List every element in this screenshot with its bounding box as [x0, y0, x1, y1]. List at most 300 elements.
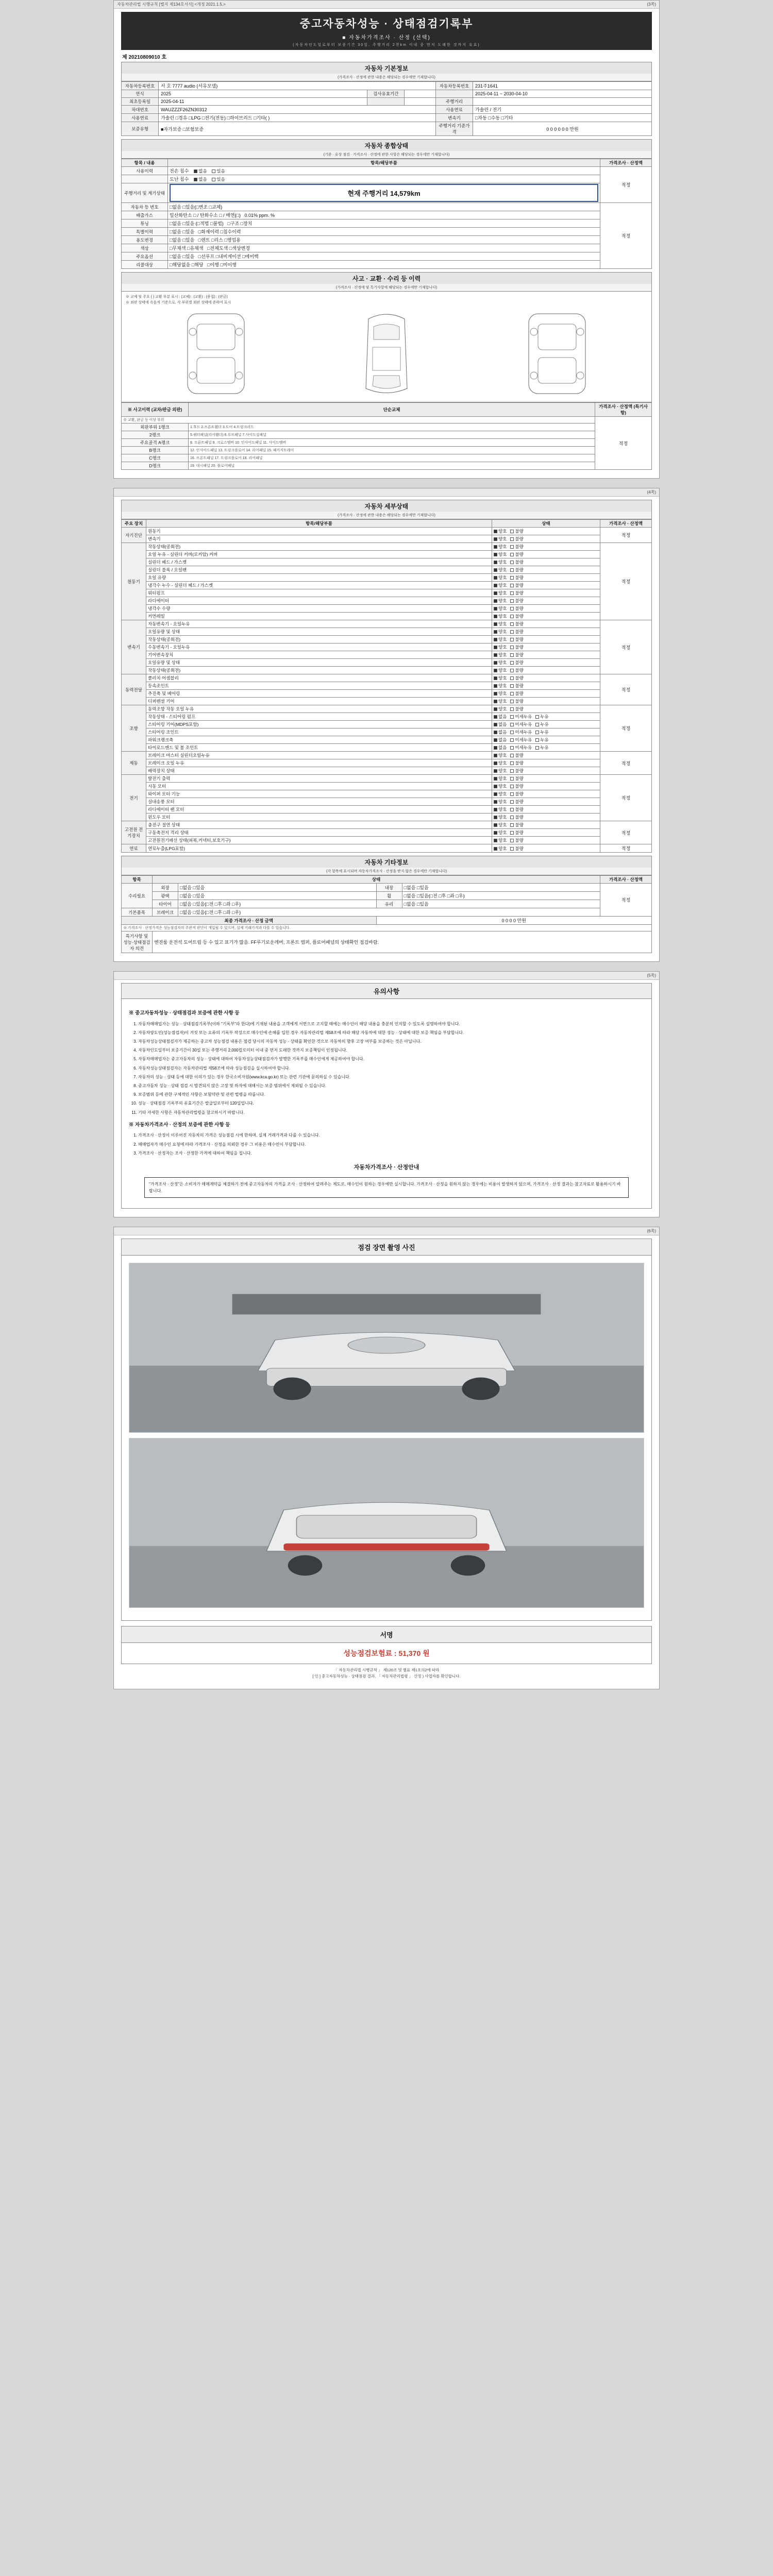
checkbox-option[interactable]: 양호: [494, 528, 507, 534]
checkbox-option[interactable]: 없음: [494, 737, 507, 743]
checkbox-icon[interactable]: [494, 615, 497, 618]
checkbox-icon[interactable]: [510, 630, 514, 634]
detail-price-cell: 적정: [600, 705, 652, 752]
row-label: 연식: [122, 90, 159, 98]
row-value-2: □자동 □수동 □기타: [473, 114, 652, 122]
checkbox-option[interactable]: 불량: [510, 659, 523, 666]
row-item: □없음 □있음: [170, 238, 195, 243]
detail-part-name: 브레이크 마스터 실린더오일누유: [146, 752, 492, 759]
checkbox-option[interactable]: 없음: [494, 714, 507, 720]
checkbox-option[interactable]: 불량: [510, 752, 523, 758]
checkbox-icon[interactable]: [510, 545, 514, 549]
checkbox-icon[interactable]: [510, 847, 514, 851]
checkbox-option[interactable]: 불량: [510, 574, 523, 581]
checkbox-icon[interactable]: [494, 653, 497, 657]
checkbox-icon[interactable]: [510, 754, 514, 757]
part-rank-label: [122, 439, 189, 447]
list-item: 8. 중고자동차 성능 · 상태 점검 시 발견되지 않은 고장 및 하자에 대해서는 보증 범위에서 제외될 수 있습니다.: [138, 1082, 644, 1089]
detail-state-cell: [492, 752, 600, 759]
photo-section-title: 점검 장면 촬영 사진: [121, 1239, 652, 1256]
checkbox-option[interactable]: 불량: [510, 783, 523, 789]
checkbox-icon[interactable]: [535, 723, 539, 726]
checkbox-option[interactable]: 없음: [194, 176, 207, 182]
checkbox-option[interactable]: 없음: [494, 744, 507, 751]
checkbox-option[interactable]: 미세누유: [510, 737, 532, 743]
checkbox-icon[interactable]: [510, 646, 514, 649]
etc-options-2: □없음 □있음: [402, 884, 600, 892]
checkbox-option[interactable]: 누유: [535, 737, 548, 743]
checkbox-icon[interactable]: [510, 607, 514, 611]
table-row: [122, 423, 652, 431]
detail-part-name: 시동 모터: [146, 783, 492, 790]
etc-item: 타이어: [153, 900, 178, 908]
checkbox-icon[interactable]: [494, 723, 497, 726]
checkbox-icon[interactable]: [494, 669, 497, 672]
checkbox-option[interactable]: 누유: [535, 729, 548, 735]
page-title: 중고자동차성능 · 상태점검기록부: [299, 18, 474, 30]
table-row: [122, 431, 652, 439]
checkbox-icon[interactable]: [510, 792, 514, 796]
guide-title: 자동차가격조사 · 산정안내: [354, 1164, 419, 1171]
checkbox-icon[interactable]: [494, 792, 497, 796]
checkbox-icon[interactable]: [510, 738, 514, 742]
row-item: 일산화탄소 □ / 탄화수소 □ / 매연(□): [170, 213, 241, 218]
checkbox-option[interactable]: 양호: [494, 799, 507, 805]
detail-state-cell: [492, 551, 600, 558]
checkbox-icon[interactable]: [535, 746, 539, 750]
checkbox-option[interactable]: 양호: [494, 574, 507, 581]
checkbox-icon[interactable]: [510, 823, 514, 827]
checkbox-option[interactable]: 양호: [494, 814, 507, 820]
table-row: [122, 659, 652, 667]
checkbox-option[interactable]: 양호: [494, 837, 507, 843]
table-row: [122, 690, 652, 698]
checkbox-option[interactable]: 불량: [510, 791, 523, 797]
row-label: 용도변경: [122, 236, 168, 244]
detail-part-name: 라디에이터: [146, 597, 492, 605]
checkbox-option[interactable]: 양호: [494, 652, 507, 658]
table-row: [122, 454, 652, 462]
checkbox-icon[interactable]: [494, 646, 497, 649]
etc-item: 광택: [153, 892, 178, 900]
checkbox-icon[interactable]: [494, 561, 497, 564]
list-item: 2. 매매업자가 매수인 요청에 따라 가격조사 · 산정을 의뢰한 경우 그 비용은 매수인이 부담합니다.: [138, 1141, 644, 1148]
detail-part-name: 냉각수 누수 - 실린더 헤드 / 가스켓: [146, 582, 492, 589]
checkbox-option[interactable]: 양호: [494, 690, 507, 697]
detail-table-body: [122, 528, 652, 853]
detail-category: 조향: [122, 705, 146, 752]
checkbox-option[interactable]: 있음: [212, 176, 225, 182]
detail-state-cell: [492, 728, 600, 736]
checkbox-option[interactable]: 불량: [510, 567, 523, 573]
checkbox-option[interactable]: 불량: [510, 775, 523, 782]
checkbox-option[interactable]: 불량: [510, 621, 523, 627]
table-row: [122, 783, 652, 790]
checkbox-icon[interactable]: [494, 568, 497, 572]
table-row: [122, 798, 652, 806]
detail-part-name: 실린더 헤드 / 가스켓: [146, 558, 492, 566]
table-row: [122, 528, 652, 535]
row-values: □전체도색 □색상변경: [207, 246, 250, 251]
checkbox-option[interactable]: 미세누유: [510, 729, 532, 735]
part-rank: 1랭크: [158, 425, 170, 430]
checkbox-option[interactable]: 양호: [494, 559, 507, 565]
list-item: 4. 자동차인도일부터 보증기간이 30일 또는 주행거리 2,000킬로미터 이내 중 먼저 도래한 것까지 보증책임이 인정됩니다.: [138, 1047, 644, 1054]
detail-part-name: 추진축 및 베어링: [146, 690, 492, 698]
checkbox-icon[interactable]: [510, 692, 514, 696]
checkbox-option[interactable]: 양호: [494, 613, 507, 619]
detail-part-name: 오일 유량: [146, 574, 492, 582]
checkbox-option[interactable]: 양호: [494, 536, 507, 542]
detail-category: 자기진단: [122, 528, 146, 543]
checkbox-icon[interactable]: [510, 537, 514, 541]
checkbox-icon[interactable]: [510, 746, 514, 750]
checkbox-icon[interactable]: [494, 576, 497, 580]
checkbox-icon[interactable]: [494, 607, 497, 611]
checkbox-icon[interactable]: [494, 823, 497, 827]
detail-category: 고전원 전기장치: [122, 821, 146, 844]
checkbox-icon[interactable]: [494, 746, 497, 750]
checkbox-icon[interactable]: [510, 800, 514, 804]
checkbox-option[interactable]: 불량: [510, 582, 523, 588]
row-values: □구조 □장치: [227, 221, 253, 226]
checkbox-icon[interactable]: [494, 684, 497, 688]
checkbox-icon[interactable]: [494, 676, 497, 680]
checkbox-option[interactable]: 불량: [510, 768, 523, 774]
checkbox-icon[interactable]: [494, 777, 497, 781]
checkbox-option[interactable]: 양호: [494, 775, 507, 782]
checkbox-option[interactable]: 불량: [510, 613, 523, 619]
checkbox-option[interactable]: 불량: [510, 590, 523, 596]
checkbox-option[interactable]: 불량: [510, 683, 523, 689]
section-detail-note: (가격조사 · 산정에 관한 내용은 해당되는 경우에만 기재합니다): [121, 512, 652, 519]
detail-state-cell: [492, 574, 600, 582]
checkbox-icon[interactable]: [510, 777, 514, 781]
checkbox-option[interactable]: 양호: [494, 706, 507, 712]
checkbox-option[interactable]: 양호: [494, 845, 507, 852]
checkbox-icon[interactable]: [510, 816, 514, 819]
checkbox-icon[interactable]: [510, 561, 514, 564]
checkbox-option[interactable]: 불량: [510, 551, 523, 557]
detail-price-cell: 적정: [600, 528, 652, 543]
row-label-mid: [367, 98, 405, 106]
checkbox-icon[interactable]: [510, 684, 514, 688]
checkbox-option[interactable]: 불량: [510, 698, 523, 704]
col-head-etc: 항목: [122, 876, 153, 884]
checkbox-icon[interactable]: [494, 738, 497, 742]
checkbox-option[interactable]: 양호: [494, 621, 507, 627]
checkbox-option[interactable]: 누유: [535, 721, 548, 727]
detail-category: 연료: [122, 844, 146, 853]
detail-part-name: 워터펌프: [146, 589, 492, 597]
checkbox-icon[interactable]: [510, 676, 514, 680]
checkbox-option[interactable]: 불량: [510, 822, 523, 828]
checkbox-option[interactable]: 양호: [494, 675, 507, 681]
checkbox-icon[interactable]: [510, 553, 514, 556]
row-content: [168, 183, 600, 203]
row-value: WAUZZZF26ZN30312: [159, 106, 436, 114]
checkbox-icon[interactable]: [510, 831, 514, 835]
checkbox-icon[interactable]: [510, 769, 514, 773]
checkbox-icon[interactable]: [494, 591, 497, 595]
checkbox-option[interactable]: 불량: [510, 690, 523, 697]
detail-state-cell: [492, 759, 600, 767]
checkbox-option[interactable]: 불량: [510, 605, 523, 612]
checkbox-option[interactable]: 불량: [510, 644, 523, 650]
row-label-2: [436, 90, 473, 98]
checkbox-icon[interactable]: [510, 584, 514, 587]
row-label-2: 변속기: [436, 114, 473, 122]
table-row: [122, 98, 652, 106]
section-etc-title: 자동차 기타정보: [121, 856, 652, 868]
checkbox-icon[interactable]: [510, 661, 514, 665]
checkbox-icon[interactable]: [494, 553, 497, 556]
row-content: [168, 261, 600, 269]
row-item: □없음 □있음: [170, 229, 195, 234]
checkbox-option[interactable]: 양호: [494, 829, 507, 836]
checkbox-icon[interactable]: [494, 630, 497, 634]
checkbox-icon[interactable]: [510, 731, 514, 734]
checkbox-option[interactable]: 불량: [510, 559, 523, 565]
page-1-topbar: [114, 1, 659, 9]
checkbox-option[interactable]: 불량: [510, 806, 523, 812]
checkbox-icon[interactable]: [494, 816, 497, 819]
legend-line-2: ※ 외판 상태에 속음적 기준으로, 각 부위별 외판 상태에 준하여 표시: [126, 300, 231, 304]
checkbox-option[interactable]: 양호: [494, 683, 507, 689]
checkbox-option[interactable]: 양호: [494, 783, 507, 789]
table-row: [122, 574, 652, 582]
checkbox-icon[interactable]: [494, 537, 497, 541]
row-label: 색상: [122, 244, 168, 252]
list-item: 9. 보증범위 등에 관한 구체적인 사항은 보험약관 및 관련 법령을 따릅니다.: [138, 1091, 644, 1098]
detail-state-cell: [492, 558, 600, 566]
checkbox-option[interactable]: 불량: [510, 760, 523, 766]
checkbox-option[interactable]: 불량: [510, 636, 523, 642]
checkbox-option[interactable]: 불량: [510, 629, 523, 635]
etc-options: □없음 □있음(□전 □후 □좌 □우): [178, 908, 600, 917]
detail-category: 변속기: [122, 620, 146, 674]
checkbox-option[interactable]: 불량: [510, 667, 523, 673]
checkbox-icon[interactable]: [494, 754, 497, 757]
checkbox-icon[interactable]: [494, 808, 497, 811]
row-value: 가솔린 □경유 □LPG □전기(전동) □하이브리드 □기타( ): [159, 114, 436, 122]
table-row: [122, 597, 652, 605]
checkbox-option[interactable]: 양호: [494, 752, 507, 758]
page-2-topbar: [114, 488, 659, 497]
checkbox-option[interactable]: 양호: [494, 629, 507, 635]
checkbox-icon[interactable]: [510, 568, 514, 572]
price-cell: 적정: [600, 167, 652, 203]
table-row: [122, 790, 652, 798]
checkbox-icon[interactable]: [494, 707, 497, 711]
checkbox-icon[interactable]: [494, 692, 497, 696]
checkbox-option[interactable]: 양호: [494, 806, 507, 812]
detail-part-name: 오일 누유 - 실린더 커버(로커암) 커버: [146, 551, 492, 558]
overall-state-table: [121, 159, 652, 269]
table-row: [122, 643, 652, 651]
checkbox-option[interactable]: 양호: [494, 644, 507, 650]
list-item: 2. 자동차양도인(성능점검자)이 거짓 또는 오류의 기록부 작성으로 매수인에 손해를 입힌 경우 자동차관리법 제58조에 따라 해당 자동차에 대한 성능 · 상태에 대한 보증 책임을 부담합니다.: [138, 1029, 644, 1036]
row-value-2: [473, 98, 652, 106]
checkbox-option[interactable]: 불량: [510, 528, 523, 534]
checkbox-icon[interactable]: [510, 715, 514, 719]
row-content: [168, 175, 600, 183]
checkbox-icon[interactable]: [510, 653, 514, 657]
checkbox-option[interactable]: 양호: [494, 551, 507, 557]
part-rank-label: [122, 423, 189, 431]
checkbox-icon[interactable]: [510, 723, 514, 726]
car-diagrams: [126, 309, 647, 399]
checkbox-option[interactable]: 양호: [494, 582, 507, 588]
checkbox-option[interactable]: 없음: [194, 168, 207, 174]
checkbox-icon[interactable]: [494, 584, 497, 587]
table-row: [122, 908, 652, 917]
checkbox-icon[interactable]: [494, 622, 497, 626]
price-cell: 적정: [600, 203, 652, 269]
checkbox-icon[interactable]: [510, 707, 514, 711]
list-item: 5. 자동차매매업자는 중고자동차의 성능 · 상태에 대하여 자동차성능상태점검자가 발행한 기록부를 매수인에게 제공하여야 합니다.: [138, 1056, 644, 1062]
checkbox-icon[interactable]: [510, 839, 514, 842]
etc-info-table: [121, 875, 652, 953]
checkbox-option[interactable]: 불량: [510, 706, 523, 712]
checkbox-option[interactable]: 있음: [212, 168, 225, 174]
part-rank: B랭크: [149, 448, 161, 453]
table-row: [122, 713, 652, 721]
section-basic-info-note: (가격조사 · 산정에 관한 내용은 해당되는 경우에만 기재합니다): [121, 74, 652, 81]
checkbox-icon[interactable]: [510, 615, 514, 618]
col-head-price: 가격조사 · 산정액: [600, 876, 652, 884]
checkbox-option[interactable]: 양호: [494, 791, 507, 797]
checkbox-icon[interactable]: [535, 715, 539, 719]
checkbox-icon[interactable]: [494, 715, 497, 719]
table-row: [122, 90, 652, 98]
checkbox-icon[interactable]: [535, 738, 539, 742]
page-number: (3쪽): [647, 2, 656, 7]
checkbox-icon[interactable]: [494, 761, 497, 765]
checkbox-option[interactable]: 불량: [510, 845, 523, 852]
checkbox-icon[interactable]: [510, 622, 514, 626]
checkbox-icon[interactable]: [535, 731, 539, 734]
etc-price-cell: 적정: [600, 884, 652, 917]
checkbox-option[interactable]: 양호: [494, 567, 507, 573]
detail-state-table: [121, 519, 652, 853]
detail-part-name: 브레이크 오일 누유: [146, 759, 492, 767]
row-label: 특별이력: [122, 228, 168, 236]
table-row: [122, 682, 652, 690]
checkbox-icon[interactable]: [510, 808, 514, 811]
etc-item-2: 휠: [376, 892, 402, 900]
detail-part-name: 고전원전기배선 상태(피복,커넥터,보호기구): [146, 837, 492, 844]
table-row: [122, 829, 652, 837]
checkbox-icon[interactable]: [494, 545, 497, 549]
table-row: [122, 759, 652, 767]
checkbox-icon[interactable]: [494, 847, 497, 851]
checkbox-option[interactable]: 불량: [510, 799, 523, 805]
part-list: 8. 프론트패널 9. 크로스멤버 10. 인사이드패널 11. 사이드멤버: [189, 439, 595, 447]
checkbox-option[interactable]: 불량: [510, 544, 523, 550]
etc-item: 브레이크: [153, 908, 178, 917]
checkbox-icon[interactable]: [494, 530, 497, 533]
checkbox-option[interactable]: 양호: [494, 590, 507, 596]
section-accident-title: 사고 · 교환 · 수리 등 이력: [121, 272, 652, 284]
checkbox-option[interactable]: 미세누유: [510, 721, 532, 727]
table-row: [122, 114, 652, 122]
checkbox-icon[interactable]: [510, 700, 514, 703]
checkbox-icon[interactable]: [494, 731, 497, 734]
checkbox-icon[interactable]: [494, 800, 497, 804]
total-price-note: ※ 가격조사 · 산정가격은 성능점검자의 주관적 판단이 개입될 수 있으며, 실제 거래가격과 다를 수 있습니다.: [122, 925, 652, 931]
checkbox-option[interactable]: 양호: [494, 598, 507, 604]
checkbox-icon[interactable]: [494, 831, 497, 835]
checkbox-icon[interactable]: [510, 591, 514, 595]
checkbox-option[interactable]: 불량: [510, 814, 523, 820]
checkbox-option[interactable]: 불량: [510, 652, 523, 658]
checkbox-option[interactable]: 누유: [535, 744, 548, 751]
checkbox-option[interactable]: 미세누유: [510, 744, 532, 751]
row-item: 도난 침수: [170, 177, 189, 182]
checkbox-option[interactable]: 양호: [494, 698, 507, 704]
checkbox-option[interactable]: 양호: [494, 544, 507, 550]
row-label: 자동차 등 번호: [122, 203, 168, 211]
checkbox-option[interactable]: 누유: [535, 714, 548, 720]
checkbox-option[interactable]: 양호: [494, 605, 507, 612]
checkbox-option[interactable]: 미세누유: [510, 714, 532, 720]
checkbox-icon[interactable]: [510, 761, 514, 765]
checkbox-option[interactable]: 불량: [510, 829, 523, 836]
checkbox-icon[interactable]: [494, 661, 497, 665]
page-4: [113, 1227, 660, 1689]
checkbox-option[interactable]: 양호: [494, 667, 507, 673]
checkbox-icon[interactable]: [494, 638, 497, 641]
row-label: [122, 175, 168, 183]
checkbox-icon[interactable]: [494, 599, 497, 603]
checkbox-option[interactable]: 양호: [494, 822, 507, 828]
checkbox-icon[interactable]: [494, 839, 497, 842]
checkbox-option[interactable]: 양호: [494, 636, 507, 642]
checkbox-option[interactable]: 불량: [510, 837, 523, 843]
checkbox-option[interactable]: 양호: [494, 768, 507, 774]
checkbox-option[interactable]: 불량: [510, 675, 523, 681]
table-row: [122, 900, 652, 908]
checkbox-option[interactable]: 양호: [494, 760, 507, 766]
basic-info-table: [121, 81, 652, 136]
row-label: 자동차등록번호: [122, 82, 159, 90]
part-rank-label: [122, 447, 189, 454]
checkbox-icon[interactable]: [510, 599, 514, 603]
checkbox-option[interactable]: 양호: [494, 659, 507, 666]
checkbox-icon[interactable]: [494, 769, 497, 773]
checkbox-option[interactable]: 불량: [510, 598, 523, 604]
checkbox-icon[interactable]: [510, 638, 514, 641]
table-row: [122, 543, 652, 551]
part-rank-label: [122, 431, 189, 439]
checkbox-icon[interactable]: [494, 785, 497, 788]
detail-part-name: 실내송풍 모터: [146, 798, 492, 806]
detail-part-name: 커먼레일: [146, 613, 492, 620]
checkbox-icon[interactable]: [510, 785, 514, 788]
detail-category: 동력전달: [122, 674, 146, 705]
table-row: [122, 728, 652, 736]
checkbox-icon[interactable]: [494, 700, 497, 703]
detail-part-name: 연료누출(LPG포함): [146, 844, 492, 853]
row-label: 리콜대상: [122, 261, 168, 269]
checkbox-option[interactable]: 불량: [510, 536, 523, 542]
checkbox-icon[interactable]: [510, 530, 514, 533]
checkbox-icon[interactable]: [510, 669, 514, 672]
checkbox-option[interactable]: 없음: [494, 729, 507, 735]
checkbox-option[interactable]: 없음: [494, 721, 507, 727]
checkbox-icon[interactable]: [510, 576, 514, 580]
